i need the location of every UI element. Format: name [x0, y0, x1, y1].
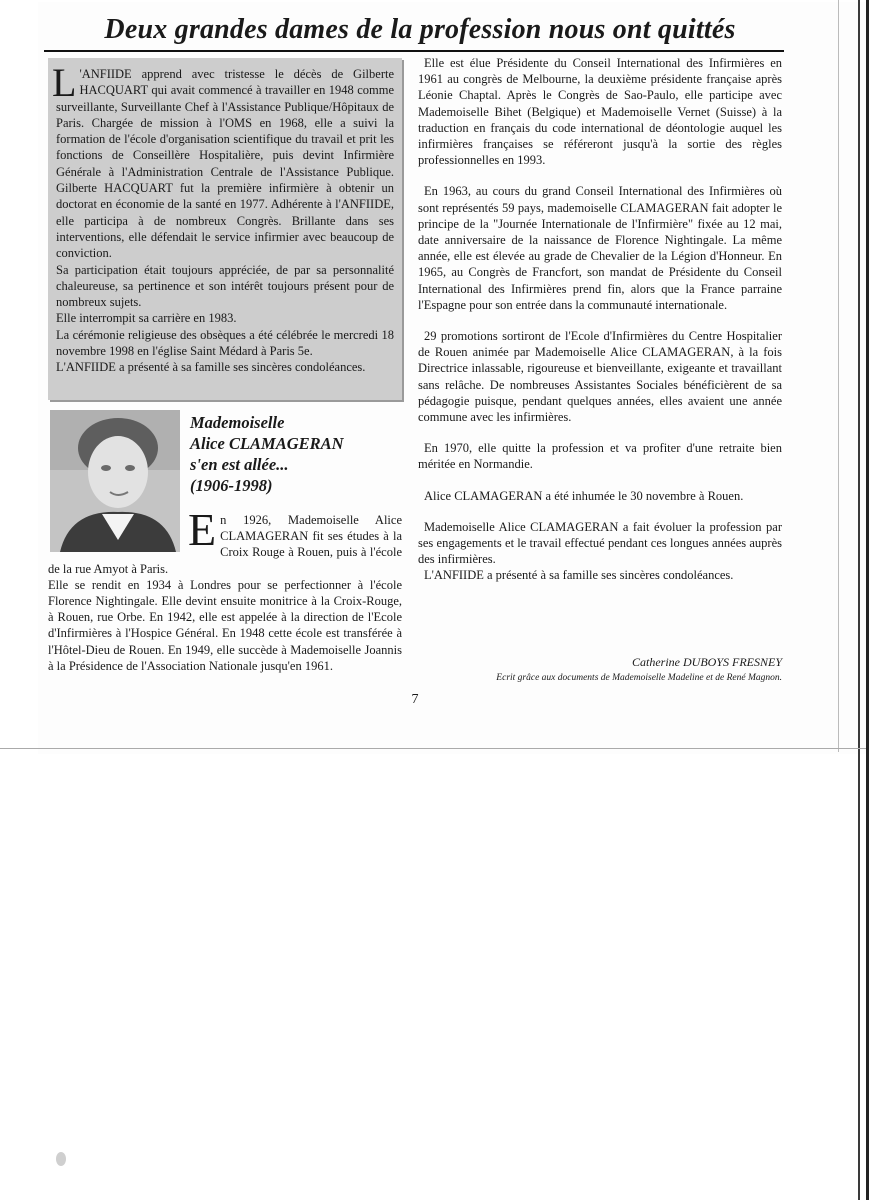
hacquart-paragraph: Sa participation était toujours appréciée, de par sa personnalité chaleureuse, sa pertinence et son intérêt toujours présent pour de nombreux sujets. [56, 262, 394, 310]
page-number: 7 [411, 692, 419, 707]
title-rule [44, 50, 784, 52]
hacquart-dropcap: L [52, 60, 77, 105]
hacquart-paragraph: Elle interrompit sa carrière en 1983. [56, 311, 237, 326]
credit-note: Ecrit grâce aux documents de Mademoiselle Madeline et de René Magnon. [496, 673, 782, 683]
clamageran-dropcap: E [188, 504, 217, 555]
clamageran-paragraph: 29 promotions sortiront de l'Ecole d'Infirmières du Centre Hospitalier de Rouen animée par Mademoiselle Alice CLAMAGERAN, à la fois Directrice inlassable, rigoureuse et bienveillante, exigeante et travaillant sans relâche. De nombreuses Assistantes Sociales bénéficièrent de sa pédagogie puisque, pendant quelques années, elles avaient une année commune avec les infirmières. [418, 329, 782, 425]
sheet-bottom-edge [0, 748, 866, 749]
clamageran-paragraph: En 1926, Mademoiselle Alice CLAMAGERAN fit ses études à la Croix Rouge à Rouen, puis à l'école de la rue Amyot à Paris. [48, 504, 402, 576]
clamageran-right-column [418, 55, 782, 584]
scan-border [866, 0, 869, 1200]
clamageran-left-text [48, 504, 402, 674]
hacquart-paragraph: La cérémonie religieuse des obsèques a été célébrée le mercredi 18 novembre 1998 en l'église Saint Médard à Paris 5e. [56, 327, 394, 359]
scan-mark [56, 1152, 66, 1166]
article-title: Deux grandes dames de la profession nous ont quittés [104, 14, 736, 45]
clamageran-paragraph: En 1963, au cours du grand Conseil International des Infirmières où sont représentés 59 pays, mademoiselle CLAMAGERAN fait adopter le principe de la "Journée Internationale de l'Infirmière" fixée au 12 mai, date anniversaire de la naissance de Florence Nightingale. La même année, elle est élevée au grade de Chevalier de la Légion d'Honneur. En 1965, au Congrès de Francfort, son mandat de Présidente du Conseil International des Infirmières prend fin, alors que la France parraine l'Espagne pour son entrée dans la communauté internationale. [418, 184, 782, 312]
clamageran-paragraph: Elle est élue Présidente du Conseil International des Infirmières en 1961 au congrès de Melbourne, la deuxième présidente française après Léonie Chaptal. Après le Congrès de Sao-Paulo, elle participe avec Mademoiselle Bihet (Belgique) et Mademoiselle Vernet (Suisse) à la traduction en français du code international de déontologie auquel les infirmières françaises se référeront jusqu'à la sortie des règles professionnelles en 1993. [418, 56, 782, 168]
hacquart-text [52, 60, 394, 376]
signature: Catherine DUBOYS FRESNEY [632, 655, 782, 669]
hacquart-paragraph: L'ANFIIDE a présenté à sa famille ses sincères condoléances. [56, 360, 366, 375]
clamageran-paragraph: Alice CLAMAGERAN a été inhumée le 30 novembre à Rouen. [424, 488, 744, 503]
page-fold-line [838, 0, 839, 752]
clamageran-paragraph: Mademoiselle Alice CLAMAGERAN a fait évoluer la profession par ses engagements et le travail effectué pendant ces longues années auprès des infirmières. [418, 519, 782, 567]
clamageran-paragraph: En 1970, elle quitte la profession et va profiter d'une retraite bien méritée en Normandie. [418, 441, 782, 472]
clamageran-paragraph: L'ANFIIDE a présenté à sa famille ses sincères condoléances. [424, 568, 734, 583]
clamageran-paragraph: Elle se rendit en 1934 à Londres pour se perfectionner à l'école Florence Nightingale. Elle devint ensuite monitrice à la Croix-Rouge, à Rouen, rue Orbe. En 1942, elle est appelée à la direction de l'Ecole d'Infirmières à l'Hospice Général. En 1948 cette école est transférée à l'Hôtel-Dieu de Rouen. En 1949, elle succède à Mademoiselle Joannis à la Présidence de l'Association Nationale jusqu'en 1961. [48, 577, 402, 673]
hacquart-paragraph: L 'ANFIIDE apprend avec tristesse le décès de Gilberte HACQUART qui avait commencé à travailler en 1948 comme surveillante, Surveillante Chef à l'Assistance Publique/Hôpitaux de Paris. Chargée de mission à l'OMS en 1968, elle a suivi la formation de l'école d'organisation scientifique du travail et prit les fonctions de Conseillère Hospitalière, puis devint Infirmière Générale à l'Administration Centrale de l'Assistance Publique. Gilberte HACQUART fut la première infirmière à obtenir un doctorat en économie de la santé en 1977. Adhérente à l'ANFIIDE, elle participa à de nombreux Congrès. Brillante dans ses interventions, elle défendait le service infirmier avec beaucoup de conviction. [52, 60, 394, 261]
scan-edge-line [858, 0, 860, 1200]
clamageran-heading: Mademoiselle Alice CLAMAGERAN s'en est allée... (1906-1998) [190, 413, 344, 495]
